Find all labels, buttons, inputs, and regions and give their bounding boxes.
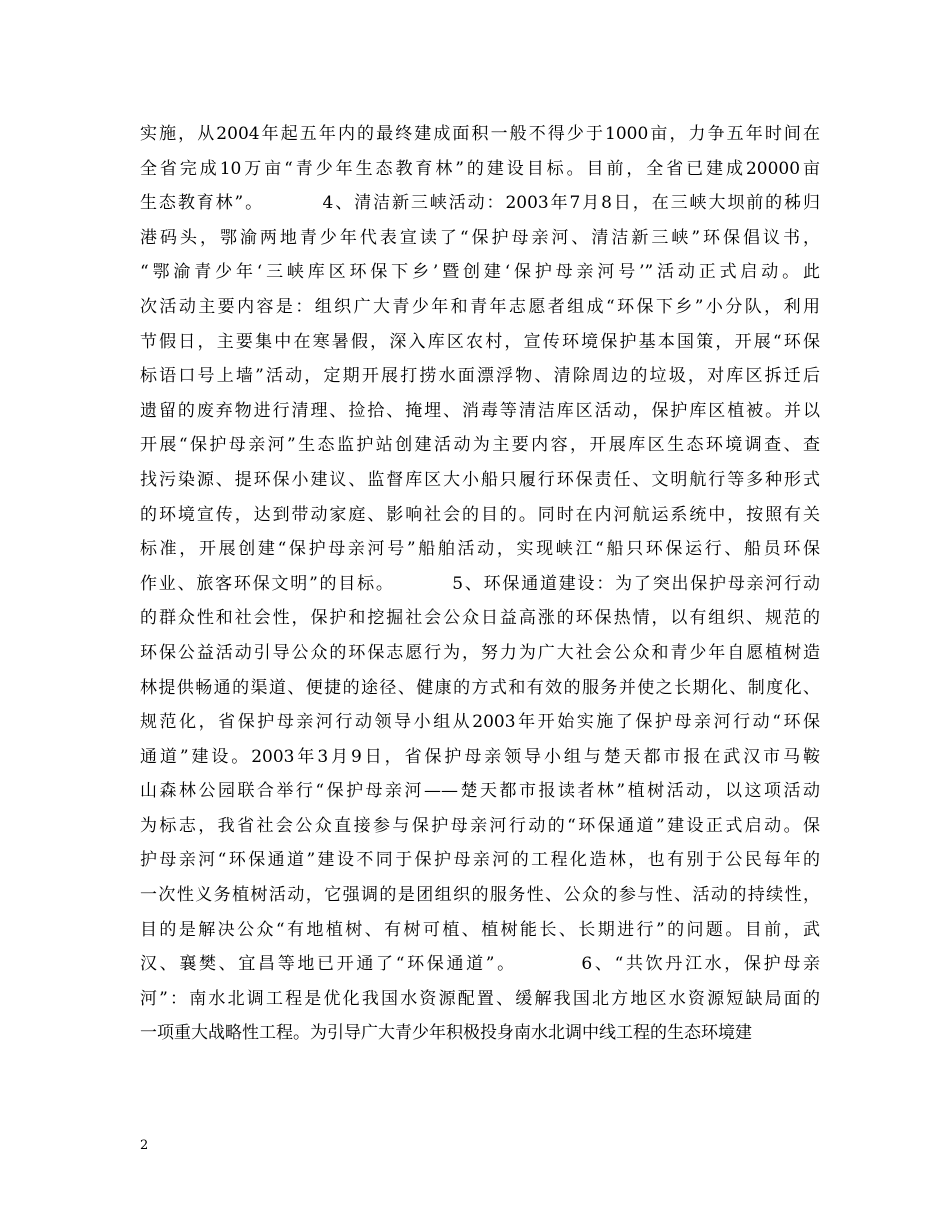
body-text xyxy=(140,117,820,1051)
page-number: 2 xyxy=(140,1138,149,1153)
text-line: 找污染源、提环保小建议、监督库区大小船只履行环保责任、文明航行等多种形式 xyxy=(140,469,820,490)
text-line: 通道”建设。2003年3月9日，省保护母亲领导小组与楚天都市报在武汉市马鞍 xyxy=(140,746,820,767)
text-line: 河”：南水北调工程是优化我国水资源配置、缓解我国北方地区水资源短缺局面的 xyxy=(140,988,820,1009)
text-line: 环保公益活动引导公众的环保志愿行为，努力为广大社会公众和青少年自愿植树造 xyxy=(140,642,820,663)
text-line: 林提供畅通的渠道、便捷的途径、健康的方式和有效的服务并使之长期化、制度化、 xyxy=(140,677,820,698)
text-line: 生态教育林”。 4、清洁新三峡活动：2003年7月8日，在三峡大坝前的秭归 xyxy=(140,193,820,214)
text-line: 的环境宣传，达到带动家庭、影响社会的目的。同时在内河航运系统中，按照有关 xyxy=(140,504,820,525)
text-line: 标准，开展创建“保护母亲河号”船舶活动，实现峡江“船只环保运行、船员环保 xyxy=(140,539,820,560)
text-line: 开展“保护母亲河”生态监护站创建活动为主要内容，开展库区生态环境调查、查 xyxy=(140,435,820,456)
text-line: 的群众性和社会性，保护和挖掘社会公众日益高涨的环保热情，以有组织、规范的 xyxy=(140,608,820,629)
text-line: 规范化，省保护母亲河行动领导小组从2003年开始实施了保护母亲河行动“环保 xyxy=(140,712,820,733)
text-line: 节假日，主要集中在寒暑假，深入库区农村，宣传环境保护基本国策，开展“环保 xyxy=(140,331,820,352)
text-line: 目的是解决公众“有地植树、有树可植、植树能长、长期进行”的问题。目前，武 xyxy=(140,919,820,940)
text-line: 遗留的废弃物进行清理、捡拾、掩埋、消毒等清洁库区活动，保护库区植被。并以 xyxy=(140,400,820,421)
text-line: 一次性义务植树活动，它强调的是团组织的服务性、公众的参与性、活动的持续性， xyxy=(140,885,820,906)
text-line: 山森林公园联合举行“保护母亲河——楚天都市报读者林”植树活动，以这项活动 xyxy=(140,781,820,802)
text-line: 实施，从2004年起五年内的最终建成面积一般不得少于1000亩，力争五年时间在 xyxy=(140,124,820,144)
text-line: 港码头，鄂渝两地青少年代表宣读了“保护母亲河、清洁新三峡”环保倡议书， xyxy=(140,227,820,248)
text-line: 标语口号上墙”活动，定期开展打捞水面漂浮物、清除周边的垃圾，对库区拆迁后 xyxy=(140,366,820,387)
text-line: 护母亲河“环保通道”建设不同于保护母亲河的工程化造林，也有别于公民每年的 xyxy=(140,850,820,871)
text-line: 全省完成10万亩“青少年生态教育林”的建设目标。目前，全省已建成20000亩 xyxy=(140,158,820,179)
text-line: 汉、襄樊、宜昌等地已开通了“环保通道”。 6、“共饮丹江水，保护母亲 xyxy=(140,954,820,975)
text-line: 次活动主要内容是：组织广大青少年和青年志愿者组成“环保下乡”小分队，利用 xyxy=(140,296,820,317)
text-line: 一项重大战略性工程。为引导广大青少年积极投身南水北调中线工程的生态环境建 xyxy=(140,1023,752,1044)
text-line: “鄂渝青少年‘三峡库区环保下乡’暨创建‘保护母亲河号’”活动正式启动。此 xyxy=(140,262,820,283)
text-line: 为标志，我省社会公众直接参与保护母亲河行动的“环保通道”建设正式启动。保 xyxy=(140,815,820,836)
text-line: 作业、旅客环保文明”的目标。 5、环保通道建设：为了突出保护母亲河行动 xyxy=(140,573,820,594)
